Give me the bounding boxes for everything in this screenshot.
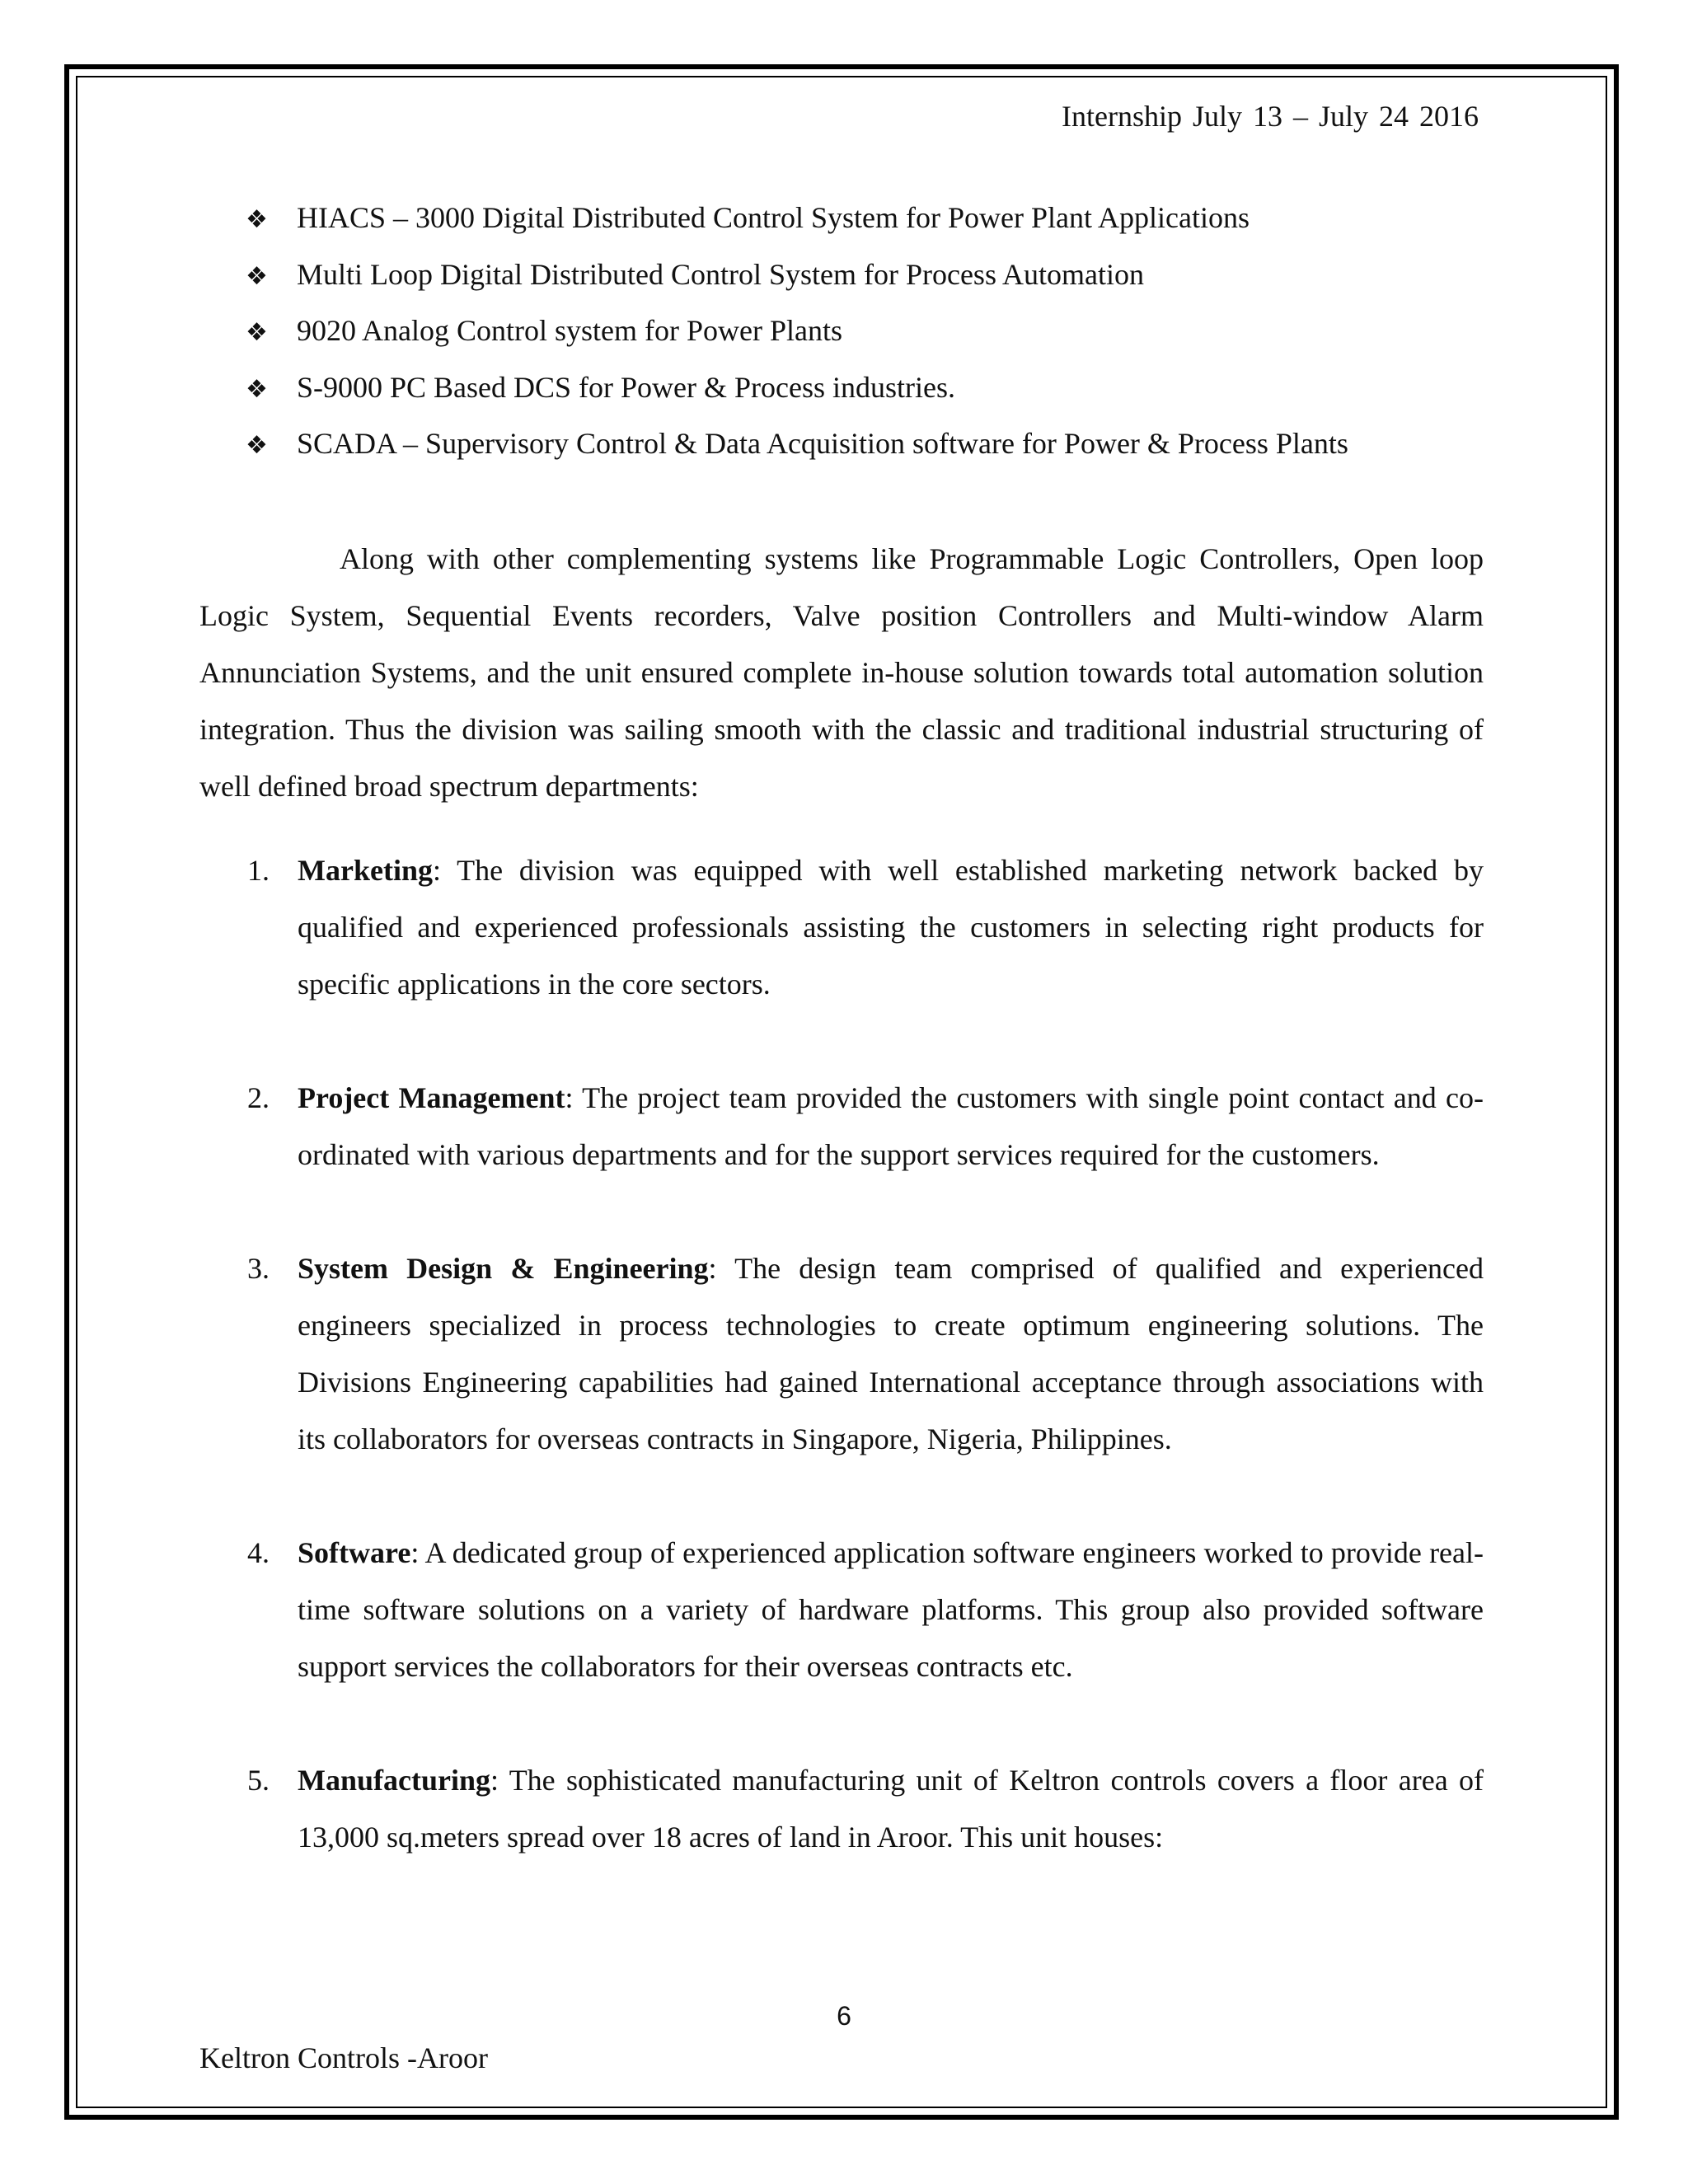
diamond-bullet-icon: ❖	[246, 374, 268, 404]
department-title: Software	[298, 1536, 411, 1569]
bullet-item: ❖ HIACS – 3000 Digital Distributed Control System for Power Plant Applications	[246, 190, 1348, 246]
department-item	[199, 1240, 1484, 1468]
diamond-bullet-icon: ❖	[246, 261, 268, 291]
department-title: System Design & Engineering	[298, 1252, 709, 1285]
page-header: Internship July 13 – July 24 2016	[1062, 100, 1479, 133]
item-number: 1.	[247, 854, 270, 887]
diamond-bullet-icon: ❖	[246, 318, 268, 347]
bullet-item: ❖ S-9000 PC Based DCS for Power & Process industries.	[246, 359, 1348, 416]
bullet-item: ❖ Multi Loop Digital Distributed Control System for Process Automation	[246, 246, 1348, 303]
department-description: : The division was equipped with well established marketing network backed by qualified and experienced professionals assisting the customers in selecting right products for specific applications in the core sectors.	[298, 854, 1484, 1001]
diamond-bullet-icon: ❖	[246, 431, 268, 460]
page-number: 6	[837, 2001, 851, 2031]
item-number: 2.	[247, 1081, 270, 1114]
department-item	[199, 1070, 1484, 1183]
department-list	[199, 842, 1484, 1866]
department-item	[199, 842, 1484, 1013]
item-number: 3.	[247, 1252, 270, 1285]
page-footer: Keltron Controls -Aroor	[199, 2041, 488, 2074]
department-description: : The design team comprised of qualified and experienced engineers specialized in process technologies to create optimum engineering solutions. The Divisions Engineering capabilities had gained International acceptance through associations with its collaborators for overseas contracts in Singapore, Nigeria, Philippines.	[298, 1252, 1484, 1455]
department-description: : The project team provided the customers with single point contact and co-ordinated with various departments and for the support services required for the customers.	[298, 1081, 1484, 1171]
product-bullet-list	[246, 190, 1348, 472]
bullet-item: ❖ 9020 Analog Control system for Power Plants	[246, 302, 1348, 359]
department-description: : A dedicated group of experienced application software engineers worked to provide real-time software solutions on a variety of hardware platforms. This group also provided software support services the collaborators for their overseas contracts etc.	[298, 1536, 1484, 1683]
item-number: 5.	[247, 1764, 270, 1797]
department-description: : The sophisticated manufacturing unit of Keltron controls covers a floor area of 13,000 sq.meters spread over 18 acres of land in Aroor. This unit houses:	[298, 1764, 1484, 1854]
department-title: Project Management	[298, 1081, 565, 1114]
item-number: 4.	[247, 1536, 270, 1569]
intro-paragraph: Along with other complementing systems like Programmable Logic Controllers, Open loop Logic System, Sequential Events recorders, Valve position Controllers and Multi-window Alarm Annunciation Systems, and the unit ensured complete in-house solution towards total automation solution integration. Thus the division was sailing smooth with the classic and traditional industrial structuring of well defined broad spectrum departments:	[199, 542, 1484, 803]
department-title: Marketing	[298, 854, 433, 887]
department-item	[199, 1752, 1484, 1866]
department-item	[199, 1525, 1484, 1695]
diamond-bullet-icon: ❖	[246, 205, 268, 234]
bullet-item: ❖ SCADA – Supervisory Control & Data Acquisition software for Power & Process Plants	[246, 415, 1348, 472]
department-title: Manufacturing	[298, 1764, 490, 1797]
